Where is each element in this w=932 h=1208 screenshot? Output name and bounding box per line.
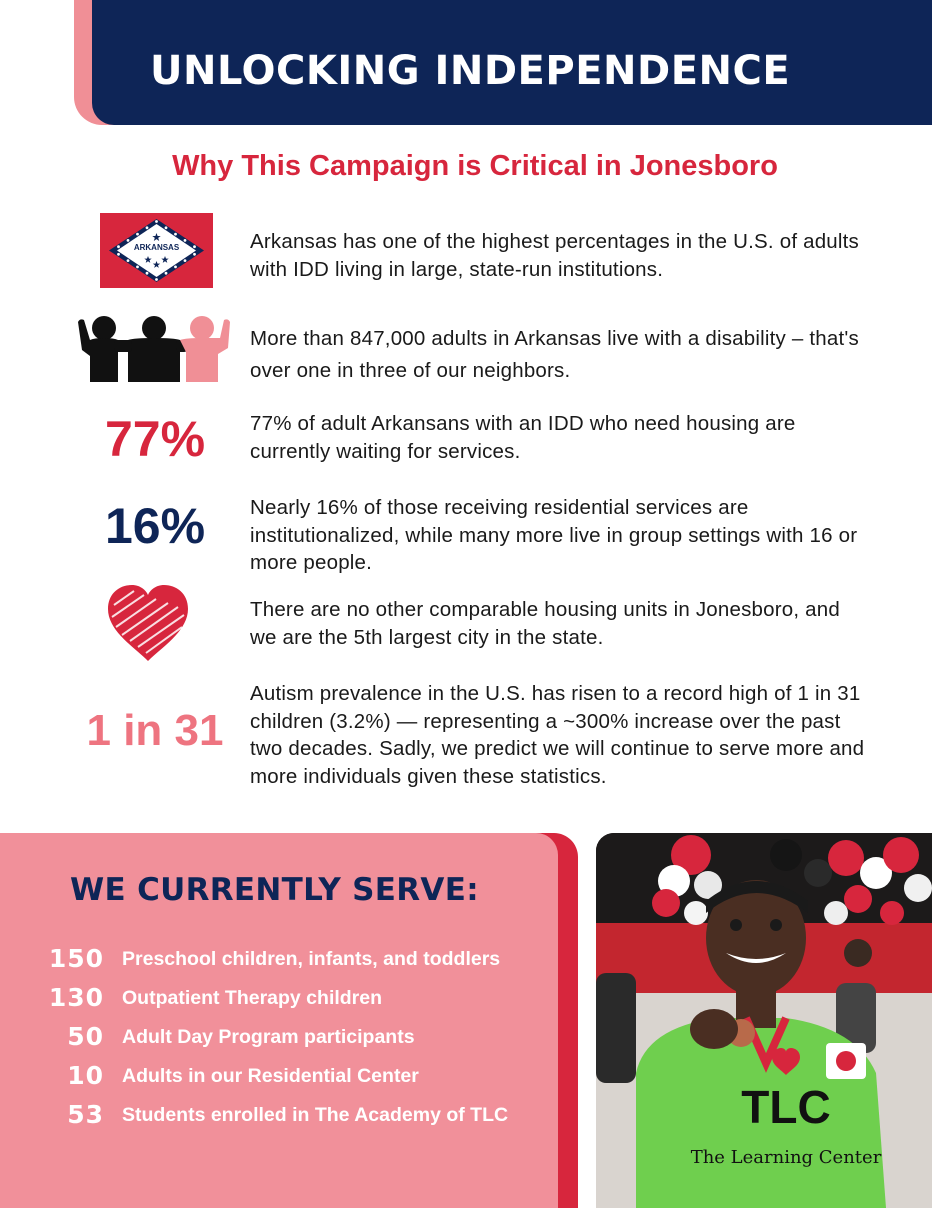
serve-label: Students enrolled in The Academy of TLC: [122, 1104, 509, 1126]
fact-institutionalized: Nearly 16% of those receiving residential services are institutionalized, while many more live in group settings with 16 or more people.: [250, 496, 858, 574]
arkansas-flag-icon: [100, 213, 213, 288]
stat-77-percent: 77%: [104, 411, 206, 467]
page-title: UNLOCKING INDEPENDENCE: [150, 48, 791, 94]
fact-arkansas-institutions: Arkansas has one of the highest percentages in the U.S. of adults with IDD living in large, state-run institutions.: [250, 230, 860, 281]
heart-icon: [104, 583, 192, 663]
serve-label: Adult Day Program participants: [122, 1026, 415, 1048]
serve-label: Outpatient Therapy children: [122, 987, 383, 1009]
fact-no-comparable-housing: There are no other comparable housing units in Jonesboro, and we are the 5th largest city in the state.: [250, 598, 840, 649]
serve-count: 130: [48, 983, 104, 1012]
people-icon: [74, 314, 230, 382]
stat-1-in-31: 1 in 31: [86, 706, 224, 755]
serve-count: 50: [67, 1022, 104, 1051]
shirt-text: The Learning Center: [690, 1147, 882, 1168]
serve-label: Adults in our Residential Center: [122, 1065, 419, 1087]
serve-count: 150: [48, 944, 104, 973]
fact-autism-prevalence: Autism prevalence in the U.S. has risen to a record high of 1 in 31 children (3.2%) — representing a ~300% increase over the past two decades. Sadly, we predict we will continue to serve more and more individuals given these statistics.: [250, 682, 865, 788]
fact-waiting-services: 77% of adult Arkansans with an IDD who need housing are currently waiting for services.: [250, 412, 796, 463]
student-photo: [596, 833, 932, 1208]
section-subtitle: Why This Campaign is Critical in Jonesboro: [172, 150, 778, 182]
flag-label: ARKANSAS: [133, 243, 180, 252]
serve-label: Preschool children, infants, and toddlers: [122, 948, 501, 970]
stat-16-percent: 16%: [104, 498, 206, 554]
shirt-logo: TLC: [741, 1081, 831, 1133]
fact-disability-count: More than 847,000 adults in Arkansas live with a disability – that's over one in three of our neighbors.: [250, 327, 859, 382]
serve-count: 53: [67, 1100, 104, 1129]
serve-count: 10: [67, 1061, 104, 1090]
serve-title: WE CURRENTLY SERVE:: [70, 872, 479, 908]
